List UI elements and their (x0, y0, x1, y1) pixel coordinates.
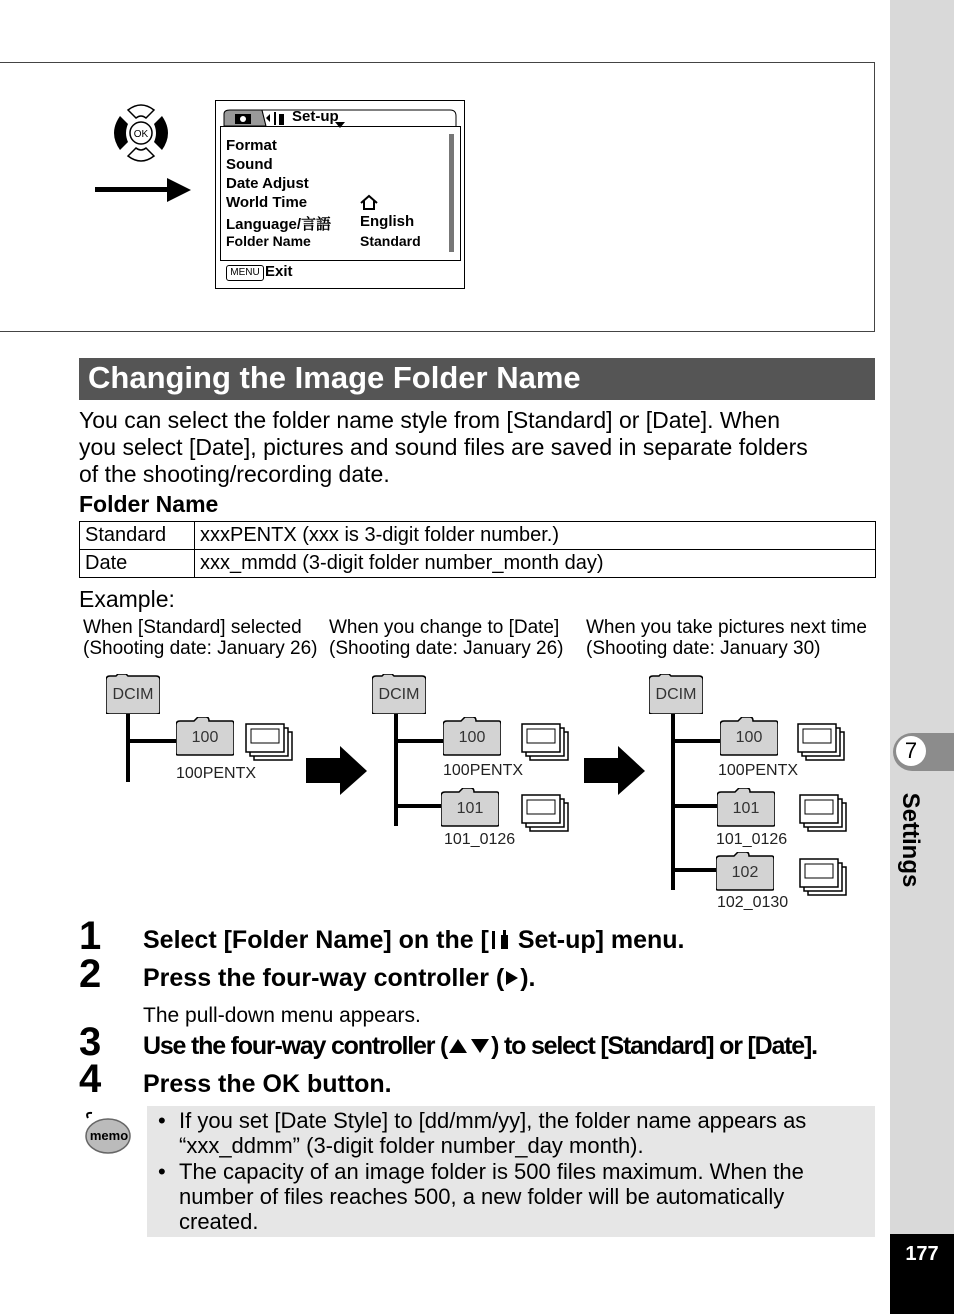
lcd-item-world-time: World Time (226, 194, 308, 211)
lcd-exit-label: Exit (265, 263, 293, 280)
home-icon (359, 194, 379, 211)
table-cell: xxx_mmdd (3-digit folder number_month day) (195, 550, 876, 578)
folder-number: 100 (735, 729, 763, 746)
folder-name-label: 101_0126 (716, 831, 788, 848)
memo-bullet: • (158, 1159, 166, 1184)
lcd-value-language: English (360, 213, 415, 230)
table-cell: Date (80, 550, 195, 578)
dcim-folder-icon (106, 674, 160, 714)
lcd-tabs (222, 106, 458, 128)
lcd-scrollbar (449, 134, 454, 252)
lcd-tab-label: Set-up (292, 108, 339, 125)
lcd-value-folder-name: Standard (360, 233, 421, 249)
folder-number: 101 (732, 800, 760, 817)
caption-1: When [Standard] selected (Shooting date: January 26) (83, 617, 318, 659)
step-text-4: Press the OK button. (143, 1070, 392, 1098)
lcd-item-language: Language/言語 (226, 216, 332, 233)
folder-icon (443, 717, 501, 757)
memo-icon (82, 1110, 132, 1156)
dcim-folder-icon (372, 674, 426, 714)
step-text-1: Select [Folder Name] on the [ Set-up] menu. (143, 926, 685, 954)
folder-name-label: 101_0126 (444, 831, 516, 848)
table-row (80, 550, 876, 578)
transition-arrow-2 (584, 746, 645, 795)
four-way-controller-icon (106, 100, 176, 166)
folder-icon (717, 788, 775, 828)
folder-name-label: 102_0130 (717, 894, 789, 911)
step-number-3: 3 (79, 1020, 102, 1064)
up-down-triangle-icon (447, 1037, 491, 1055)
step-number-4: 4 (79, 1057, 102, 1101)
folder-name-label: 100PENTX (176, 765, 257, 782)
step-number-2: 2 (79, 952, 102, 996)
table-row (80, 522, 876, 550)
folder-name-table (79, 521, 876, 578)
folder-icon (441, 788, 499, 828)
folder-icon (176, 717, 234, 757)
folder-icon (720, 717, 778, 757)
chapter-number: 7 (896, 736, 926, 766)
transition-arrow-1 (306, 746, 367, 795)
memo-bullet: • (158, 1108, 166, 1133)
caption-2: When you change to [Date] (Shooting date: January 26) (329, 617, 564, 659)
caption-3: When you take pictures next time (Shooting date: January 30) (586, 617, 867, 659)
ok-label: OK (133, 129, 149, 140)
folder-number: 100 (458, 729, 486, 746)
table-cell: Standard (80, 522, 195, 550)
memo-text: If you set [Date Style] to [dd/mm/yy], the folder name appears as “xxx_ddmm” (3-digit folder number_day month). (179, 1108, 807, 1158)
step-number-1: 1 (79, 914, 102, 958)
folder-name-label: 100PENTX (443, 762, 524, 779)
right-triangle-icon (504, 969, 520, 987)
section-heading: Changing the Image Folder Name (88, 360, 581, 395)
setup-wrench-icon (489, 929, 511, 951)
folder-icon (716, 852, 774, 892)
right-arrow-icon (95, 176, 193, 204)
intro-paragraph: You can select the folder name style from [Standard] or [Date]. When you select [Date], pictures and sound files are saved in separate folders of the shooting/recording date. (79, 407, 808, 487)
memo-label: memo (89, 1128, 129, 1143)
folder-name-label: 100PENTX (718, 762, 799, 779)
folder-number: 102 (731, 864, 759, 881)
lcd-item-sound: Sound (226, 156, 273, 173)
step-text-2: Press the four-way controller ( ). (143, 964, 536, 992)
lcd-item-folder-name: Folder Name (226, 233, 311, 249)
folder-root-label: DCIM (112, 686, 154, 703)
step-text-3: Use the four-way controller ( ) to select [Standard] or [Date]. (143, 1032, 817, 1060)
example-label: Example: (79, 586, 175, 612)
lcd-item-format: Format (226, 137, 277, 154)
lcd-item-date-adjust: Date Adjust (226, 175, 309, 192)
menu-key-icon: MENU (226, 265, 264, 281)
dcim-folder-icon (649, 674, 703, 714)
folder-number: 100 (191, 729, 219, 746)
table-cell: xxxPENTX (xxx is 3-digit folder number.) (195, 522, 876, 550)
memo-text: The capacity of an image folder is 500 files maximum. When the number of files reaches 500, a new folder will be automatically created. (179, 1159, 804, 1234)
side-strip (890, 0, 954, 1314)
step-2-subtext: The pull-down menu appears. (143, 1004, 421, 1027)
folder-root-label: DCIM (378, 686, 420, 703)
page-number: 177 (905, 1243, 939, 1265)
chapter-title: Settings (897, 792, 924, 888)
folder-root-label: DCIM (655, 686, 697, 703)
folder-name-heading: Folder Name (79, 491, 219, 517)
folder-number: 101 (456, 800, 484, 817)
